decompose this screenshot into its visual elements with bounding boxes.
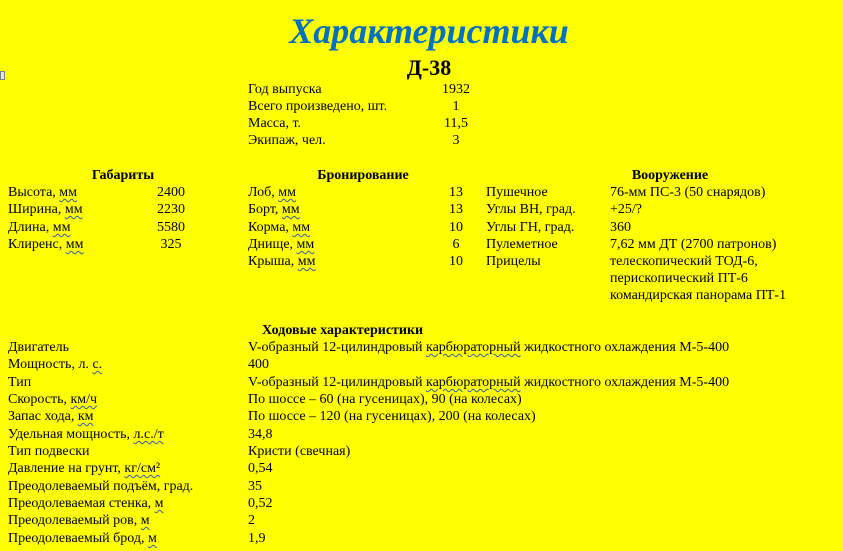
weapon-label-machinegun: Пулеметное xyxy=(486,237,558,252)
general-value-crew: 3 xyxy=(452,133,460,148)
dimensions-heading: Габариты xyxy=(91,168,155,183)
model-name: Д-38 xyxy=(406,55,452,80)
running-label-suspension: Тип подвески xyxy=(8,444,90,459)
running-value-specific-power: 34,8 xyxy=(248,427,273,442)
weapon-value-machinegun: 7,62 мм ДТ (2700 патронов) xyxy=(610,237,777,252)
armor-label-rear: Корма, мм xyxy=(248,220,311,235)
running-value-power: 400 xyxy=(248,357,269,372)
armor-heading: Бронирование xyxy=(317,168,409,183)
general-label-year: Год выпуска xyxy=(248,82,322,97)
running-label-type: Тип xyxy=(8,375,32,390)
weapon-value-traverse: 360 xyxy=(610,220,631,235)
dimension-label-height: Высота, мм xyxy=(8,185,77,200)
running-value-suspension: Кристи (свечная) xyxy=(248,444,351,459)
general-label-produced: Всего произведено, шт. xyxy=(248,99,388,114)
running-label-ground-pressure: Давление на грунт, кг/см² xyxy=(8,461,161,476)
armor-value-front: 13 xyxy=(449,185,463,200)
running-value-speed: По шоссе – 60 (на гусеницах), 90 (на колесах) xyxy=(248,392,522,407)
dimension-value-clearance: 325 xyxy=(160,237,182,252)
dimension-label-length: Длина, мм xyxy=(8,220,71,235)
running-value-climb: 35 xyxy=(248,479,262,494)
general-value-produced: 1 xyxy=(452,99,460,114)
armor-label-roof: Крыша, мм xyxy=(248,254,316,269)
dimension-value-width: 2230 xyxy=(157,202,185,217)
running-label-power: Мощность, л. с. xyxy=(8,357,103,372)
page-title: Характеристики xyxy=(289,11,569,51)
running-label-ford: Преодолеваемый брод, м xyxy=(8,531,157,546)
weapon-value-cannon: 76-мм ПС-3 (50 снарядов) xyxy=(610,185,766,200)
running-label-speed: Скорость, км/ч xyxy=(8,392,98,407)
running-label-range: Запас хода, км xyxy=(8,409,94,424)
text-cursor-marker xyxy=(0,71,5,80)
running-label-climb: Преодолеваемый подъём, град. xyxy=(8,479,194,494)
weapon-value-sights-3: командирская панорама ПТ-1 xyxy=(610,288,787,303)
running-value-wall: 0,52 xyxy=(248,496,273,511)
running-value-range: По шоссе – 120 (на гусеницах), 200 (на колесах) xyxy=(248,409,536,424)
weapon-label-sights: Прицелы xyxy=(486,254,541,269)
running-label-wall: Преодолеваемая стенка, м xyxy=(8,496,164,511)
weapon-label-cannon: Пушечное xyxy=(486,185,548,200)
dimension-label-clearance: Клиренс, мм xyxy=(8,237,84,252)
running-value-ditch: 2 xyxy=(248,513,255,528)
general-value-year: 1932 xyxy=(442,82,470,97)
running-value-engine: V-образный 12-цилиндровый карбюраторный жидкостного охлаждения М-5-400 xyxy=(248,340,730,355)
general-label-crew: Экипаж, чел. xyxy=(248,133,326,148)
armor-value-side: 13 xyxy=(449,202,463,217)
running-value-ford: 1,9 xyxy=(248,531,266,546)
dimension-value-length: 5580 xyxy=(157,220,185,235)
weapon-label-elevation: Углы ВН, град. xyxy=(486,202,576,217)
armor-value-roof: 10 xyxy=(449,254,463,269)
running-value-ground-pressure: 0,54 xyxy=(248,461,273,476)
general-value-mass: 11,5 xyxy=(444,116,468,131)
dimension-label-width: Ширина, мм xyxy=(8,202,83,217)
armor-label-bottom: Днище, мм xyxy=(248,237,315,252)
armor-value-bottom: 6 xyxy=(452,237,460,252)
armor-value-rear: 10 xyxy=(449,220,463,235)
weapon-value-sights: телескопический ТОД-6, xyxy=(610,254,758,269)
weapons-heading: Вооружение xyxy=(631,168,709,183)
running-label-specific-power: Удельная мощность, л.с./т xyxy=(8,427,164,442)
armor-label-front: Лоб, мм xyxy=(248,185,296,200)
running-heading: Ходовые характеристики xyxy=(262,323,424,338)
running-value-type: V-образный 12-цилиндровый карбюраторный жидкостного охлаждения М-5-400 xyxy=(248,375,730,390)
weapon-label-traverse: Углы ГН, град. xyxy=(486,220,575,235)
dimension-value-height: 2400 xyxy=(157,185,185,200)
running-label-engine: Двигатель xyxy=(8,340,69,355)
weapon-value-elevation: +25/? xyxy=(610,202,642,217)
running-label-ditch: Преодолеваемый ров, м xyxy=(8,513,150,528)
weapon-value-sights-2: перископический ПТ-6 xyxy=(610,271,748,286)
general-label-mass: Масса, т. xyxy=(248,116,302,131)
armor-label-side: Борт, мм xyxy=(248,202,300,217)
